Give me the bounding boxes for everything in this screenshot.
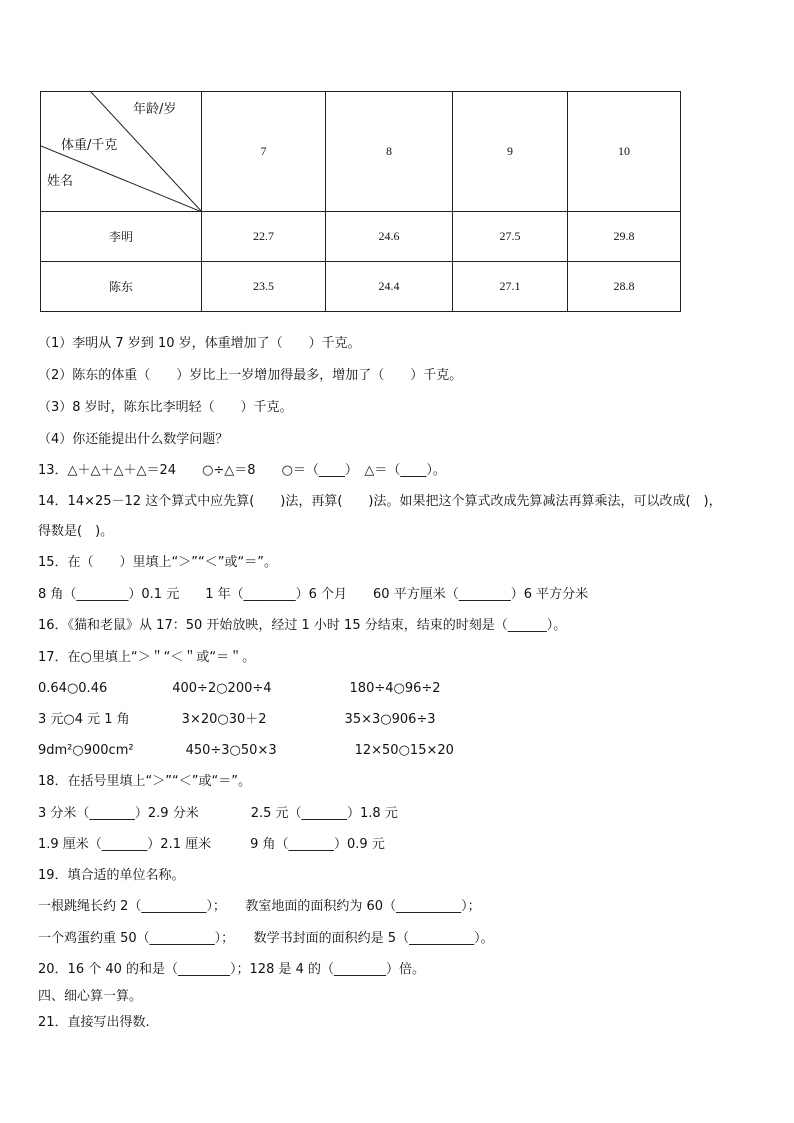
question-20: 20．16 个 40 的和是（________）；128 是 4 的（________）倍。 bbox=[38, 962, 426, 977]
weight-table bbox=[40, 91, 681, 312]
weight-cell: 29.8 bbox=[568, 212, 681, 262]
question-17-row-2: 3 元○4 元 1 角 3×20○30＋2 35×3○906÷3 bbox=[38, 712, 436, 727]
question-12-part-4: （4）你还能提出什么数学问题？ bbox=[38, 432, 229, 447]
weight-cell: 22.7 bbox=[202, 212, 326, 262]
question-17-row-3: 9dm²○900cm² 450÷3○50×3 12×50○15×20 bbox=[38, 743, 454, 758]
question-18-row-1: 3 分米（_______）2.9 分米 2.5 元（_______）1.8 元 bbox=[38, 806, 398, 821]
age-cell: 8 bbox=[326, 92, 453, 212]
question-12-part-1: （1）李明从 7 岁到 10 岁，体重增加了（ ）千克。 bbox=[38, 336, 361, 351]
header-name-label: 姓名 bbox=[47, 174, 74, 189]
question-18: 18．在括号里填上“＞”“＜”或“＝”。 bbox=[38, 774, 251, 789]
question-14-line-2: 得数是( )。 bbox=[38, 524, 114, 539]
student-name-cell: 陈东 bbox=[41, 262, 202, 312]
question-19-row-1: 一根跳绳长约 2（__________）； 教室地面的面积约为 60（__________）； bbox=[38, 899, 481, 914]
table-header-row bbox=[41, 92, 681, 212]
question-12-part-3: （3）8 岁时，陈东比李明轻（ ）千克。 bbox=[38, 400, 293, 415]
weight-cell: 24.6 bbox=[326, 212, 453, 262]
question-15: 15．在（ ）里填上“＞”“＜”或“＝”。 bbox=[38, 555, 277, 570]
header-weight-label: 体重/千克 bbox=[61, 138, 118, 153]
question-17: 17．在○里填上“＞＂“＜＂或“＝＂。 bbox=[38, 650, 256, 665]
question-16: 16．《猫和老鼠》从 17：50 开始放映，经过 1 小时 15 分结束，结束的时刻是（______）。 bbox=[38, 618, 567, 633]
question-17-row-1: 0.64○0.46 400÷2○200÷4 180÷4○96÷2 bbox=[38, 681, 441, 696]
question-18-row-2: 1.9 厘米（_______）2.1 厘米 9 角（_______）0.9 元 bbox=[38, 837, 385, 852]
age-cell: 7 bbox=[202, 92, 326, 212]
question-21: 21．直接写出得数. bbox=[38, 1015, 150, 1030]
weight-cell: 28.8 bbox=[568, 262, 681, 312]
question-14-line-1: 14．14×25－12 这个算式中应先算( )法，再算( )法。如果把这个算式改成先算减法再算乘法，可以改成( )， bbox=[38, 494, 722, 509]
section-four-heading: 四、细心算一算。 bbox=[38, 989, 143, 1004]
weight-cell: 24.4 bbox=[326, 262, 453, 312]
question-12-part-2: （2）陈东的体重（ ）岁比上一岁增加得最多，增加了（ ）千克。 bbox=[38, 368, 463, 383]
diagonal-header-cell bbox=[41, 92, 202, 212]
age-cell: 9 bbox=[453, 92, 568, 212]
question-13: 13．△＋△＋△＋△＝24 ○÷△＝8 ○＝（____） △＝（____）。 bbox=[38, 463, 446, 478]
weight-cell: 23.5 bbox=[202, 262, 326, 312]
student-name-cell: 李明 bbox=[41, 212, 202, 262]
weight-cell: 27.5 bbox=[453, 212, 568, 262]
weight-cell: 27.1 bbox=[453, 262, 568, 312]
age-cell: 10 bbox=[568, 92, 681, 212]
table-row bbox=[41, 212, 681, 262]
table-row bbox=[41, 262, 681, 312]
header-age-label: 年龄/岁 bbox=[133, 102, 177, 117]
question-19: 19．填合适的单位名称。 bbox=[38, 868, 185, 883]
question-19-row-2: 一个鸡蛋约重 50（__________）； 数学书封面的面积约是 5（__________）。 bbox=[38, 931, 494, 946]
question-15-items: 8 角（________）0.1 元 1 年（________）6 个月 60 平方厘米（________）6 平方分米 bbox=[38, 587, 589, 602]
